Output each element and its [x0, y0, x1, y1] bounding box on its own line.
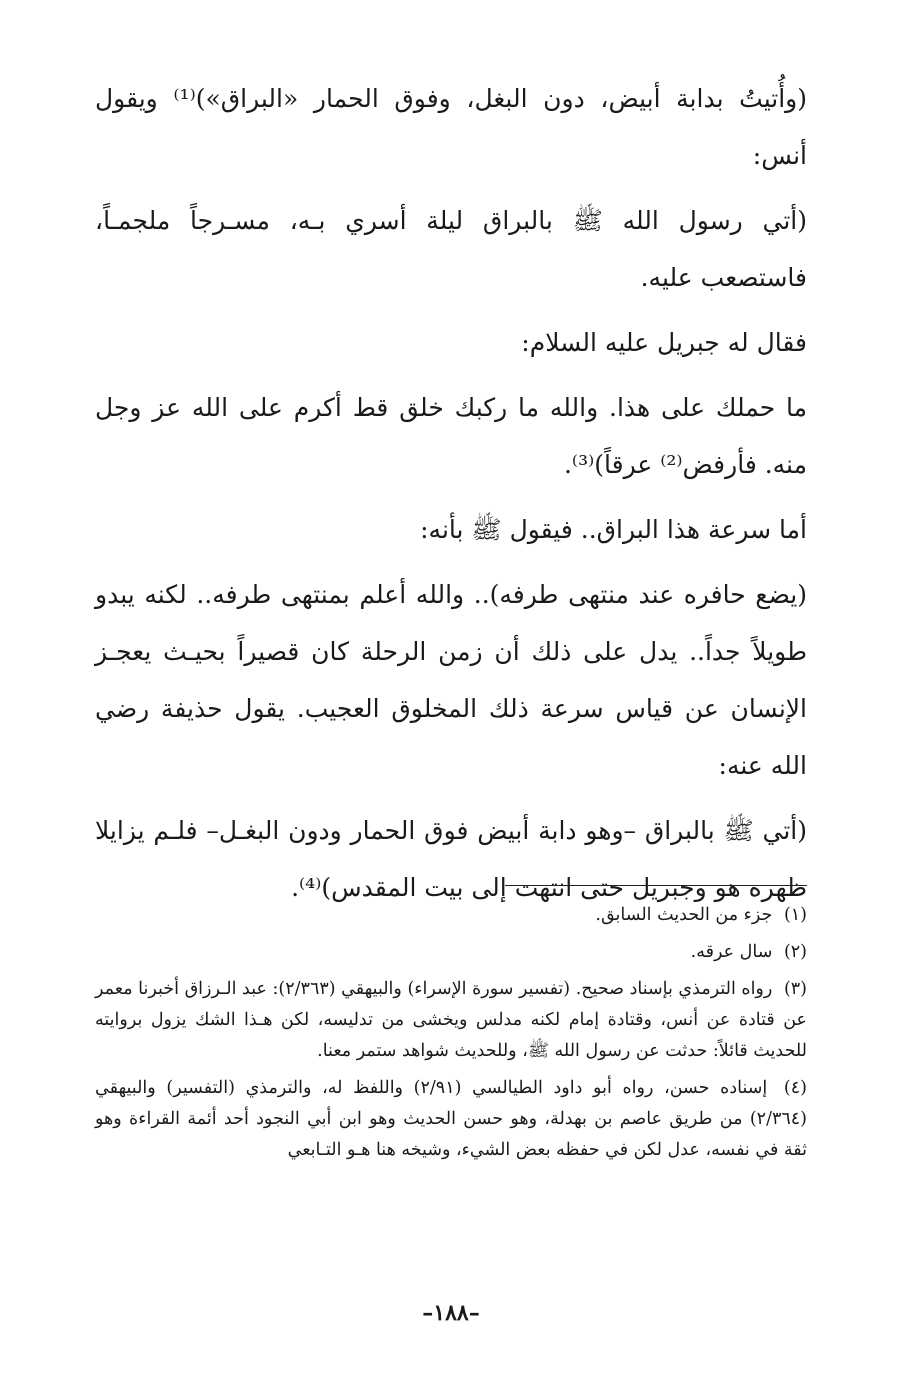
footnote-number: (٤): [783, 1078, 807, 1098]
paragraph: فقال له جبريل عليه السلام:: [521, 328, 807, 357]
paragraph: أما سرعة هذا البراق.. فيقول ﷺ بأنه:: [420, 515, 807, 544]
footnote: [95, 937, 807, 968]
paragraph: (أتي ﷺ بالبراق –وهو دابة أبيض فوق الحمار ودون البغـل– فلـم يزايلا ظهره هو وجبريل حتى انتهت إلى بيت المقدس)⁽⁴⁾.: [95, 816, 807, 902]
footnotes: [95, 900, 807, 1172]
footnote-text: رواه الترمذي بإسناد صحيح. (تفسير سورة الإسراء) والبيهقي (٢/٣٦٣): عبد الـرزاق أخبرنا معمر عن قتادة عن أنس، وقتادة إمام لكنه مدلس ويخشى من تدليسه، لكن هـذا الشك يزول بروايته للحديث قائلاً: حدثت عن رسول الله ﷺ، وللحديث شواهد ستمر معنا.: [95, 979, 807, 1061]
footnote-divider: [505, 885, 807, 886]
footnote: [95, 974, 807, 1067]
page-number: –١٨٨–: [422, 1300, 480, 1326]
footnote-number: (٣): [783, 979, 807, 999]
footnote-text: سال عرقه.: [690, 942, 773, 962]
paragraph: (أتي رسول الله ﷺ بالبراق ليلة أسري بـه، مسـرجاً ملجمـاً، فاستصعب عليه.: [95, 206, 807, 292]
page: [95, 70, 807, 1360]
footnote-number: (٢): [783, 942, 807, 962]
footnote: [95, 1073, 807, 1166]
footnote-number: (١): [783, 905, 807, 925]
footnote-text: جزء من الحديث السابق.: [595, 905, 773, 925]
footnote: [95, 900, 807, 931]
footnote-text: إسناده حسن، رواه أبو داود الطيالسي (٢/٩١) واللفظ له، والترمذي (التفسير) والبيهقي (٢/٣٦٤) من طريق عاصم بن بهدلة، وهو حسن الحديث وهو ابن أبي النجود أحد أئمة القراءة وهو ثقة في نفسه، عدل لكن في حفظه بعض الشيء، وشيخه هنا هـو التـابعي: [95, 1078, 807, 1160]
paragraph: (وأُتيتُ بدابة أبيض، دون البغل، وفوق الحمار «البراق»)⁽¹⁾ ويقول أنس:: [95, 84, 807, 170]
paragraph: (يضع حافره عند منتهى طرفه).. والله أعلم بمنتهى طرفه.. لكنه يبدو طويلاً جداً.. يدل على ذلك أن زمن الرحلة كان قصيراً بحيـث يعجـز الإنسان عن قياس سرعة ذلك المخلوق العجيب. يقول حذيفة رضي الله عنه:: [95, 580, 807, 780]
paragraph: ما حملك على هذا. والله ما ركبك خلق قط أكرم على الله عز وجل منه. فأرفض⁽²⁾ عرقاً)⁽³⁾.: [95, 393, 807, 479]
main-text: [95, 70, 807, 916]
